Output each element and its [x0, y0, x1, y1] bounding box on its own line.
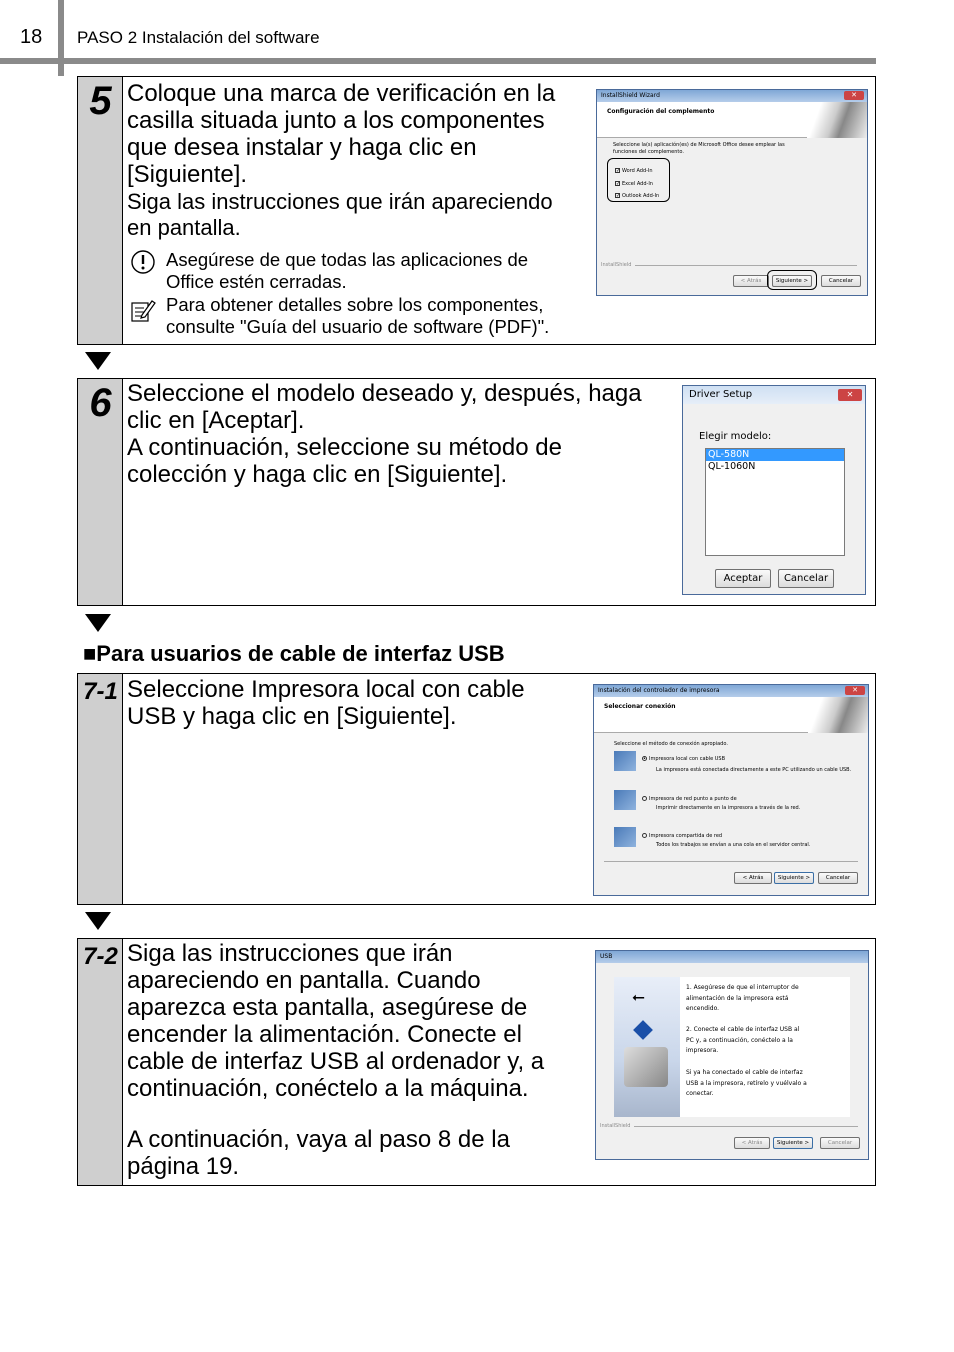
step-number: 6	[89, 381, 112, 425]
footer-divider	[634, 1126, 858, 1127]
dialog-titlebar	[594, 685, 868, 697]
header-face-graphic	[808, 697, 868, 733]
text-line: USB y haga clic en [Siguiente].	[127, 703, 457, 730]
footer-divider	[635, 265, 857, 266]
text-line: consulte "Guía del usuario de software (PDF)".	[166, 316, 550, 337]
text-line: conectar.	[686, 1090, 714, 1097]
connection-dialog-screenshot	[593, 684, 869, 896]
list-item: QL-580N	[706, 449, 844, 461]
step-number-column	[78, 77, 123, 344]
dialog-title: USB	[600, 953, 613, 960]
checkbox-checked-icon: ✓	[616, 193, 621, 199]
down-arrow-icon	[85, 614, 111, 632]
text-line: A continuación, seleccione su método de	[127, 434, 562, 461]
close-icon: ✕	[845, 686, 865, 695]
option-label: Word Add-In	[622, 168, 653, 174]
option-label: Impresora de red punto a punto de	[649, 796, 737, 802]
option-description: Todos los trabajos se envían a una cola en el servidor central.	[656, 842, 811, 848]
radio-selected-icon: •	[643, 756, 646, 762]
radio-icon	[642, 796, 647, 801]
list-item: QL-1060N	[708, 461, 756, 472]
next-button: Siguiente >	[774, 872, 814, 884]
text-line: casilla situada junto a los componentes	[127, 107, 545, 134]
header-vertical-bar	[58, 0, 64, 76]
option-label: Excel Add-In	[622, 180, 653, 187]
option-description: La impresora está conectada directamente a este PC utilizando un cable USB.	[656, 767, 852, 773]
usb-section-heading: ■Para usuarios de cable de interfaz USB	[83, 641, 505, 666]
text-line: cable de interfaz USB al ordenador y, a	[127, 1048, 545, 1075]
dialog-header-title: Seleccionar conexión	[604, 703, 676, 710]
text-line: Siga las instrucciones que irán	[127, 940, 453, 967]
text-line: Office estén cerradas.	[166, 271, 347, 292]
option-label: Impresora compartida de red	[649, 833, 723, 839]
dialog-description	[613, 142, 785, 156]
shared-printer-icon	[614, 827, 636, 847]
option-description: Imprimir directamente en la impresora a través de la red.	[656, 805, 801, 811]
dialog-title: Driver Setup	[689, 389, 753, 400]
model-list	[705, 448, 845, 556]
option-shared	[642, 833, 722, 840]
usb-plug-icon	[624, 1047, 668, 1087]
network-printer-icon	[614, 790, 636, 810]
text-line: funciones del complemento.	[613, 149, 684, 155]
header-horizontal-bar	[0, 58, 876, 64]
ok-button: Aceptar	[715, 569, 771, 588]
next-button: Siguiente >	[772, 275, 812, 287]
step-5-instructions	[127, 80, 555, 188]
step-number: 7-1	[83, 678, 118, 705]
memo-note	[166, 294, 549, 338]
installshield-dialog-screenshot	[596, 89, 868, 296]
text-line: USB a la impresora, retírelo y vuélvalo a	[686, 1079, 807, 1087]
driver-setup-dialog-screenshot	[682, 385, 866, 595]
step-6-box	[77, 378, 876, 606]
step-7-1-instructions	[127, 676, 525, 730]
step-7-2-instructions	[127, 940, 544, 1102]
step-5-box	[77, 76, 876, 345]
text-line: alimentación de la impresora está	[686, 994, 789, 1002]
text-line: Seleccione Impresora local con cable	[127, 676, 525, 703]
text-line: Si ya ha conectado el cable de interfaz	[686, 1069, 803, 1076]
arrow-icon	[633, 1020, 653, 1040]
text-line: PC y, a continuación, conéctelo a la	[686, 1036, 793, 1044]
memo-pencil-icon	[130, 297, 156, 323]
text-line: [Siguiente].	[127, 161, 248, 188]
back-button: < Atrás	[734, 1137, 770, 1149]
option-label: Impresora local con cable USB	[649, 756, 726, 762]
highlight-circle	[607, 158, 670, 202]
text-line: impresora.	[686, 1047, 719, 1054]
text-line: que desea instalar y haga clic en	[127, 134, 477, 161]
step-7-2-box	[77, 938, 876, 1186]
highlight-circle	[767, 270, 817, 290]
radio-icon	[642, 833, 647, 838]
back-button: < Atrás	[733, 275, 769, 287]
dialog-titlebar	[597, 90, 867, 102]
text-line: Seleccione el modelo deseado y, después, haga	[127, 380, 642, 407]
step-number-column	[78, 674, 123, 904]
instruction-2	[686, 1025, 799, 1057]
back-button: < Atrás	[734, 872, 772, 884]
step-7-1-box	[77, 673, 876, 905]
text-line: en pantalla.	[127, 215, 241, 240]
dialog-header-title: Configuración del complemento	[607, 108, 715, 115]
step-number: 7-2	[83, 943, 118, 970]
usb-symbol-icon: ⭠	[632, 987, 645, 1006]
cancel-button: Cancelar	[778, 569, 834, 588]
option-usb	[642, 756, 725, 763]
text-line: Asegúrese de que todas las aplicaciones de	[166, 249, 529, 270]
text-line: continuación, conéctelo a la máquina.	[127, 1075, 529, 1102]
text-line: clic en [Aceptar].	[127, 407, 305, 434]
text-line: Coloque una marca de verificación en la	[127, 80, 556, 107]
instruction-3	[686, 1068, 807, 1100]
cancel-button: Cancelar	[821, 275, 861, 287]
usb-plug-icon	[614, 751, 636, 771]
text-line: Siga las instrucciones que irán apareciendo	[127, 189, 553, 214]
text-line: aparezca esta pantalla, asegúrese de	[127, 994, 528, 1021]
page-number: 18	[20, 26, 43, 48]
dialog-title: InstallShield Wizard	[601, 92, 660, 99]
model-label: Elegir modelo:	[699, 431, 772, 442]
text-line: colección y haga clic en [Siguiente].	[127, 461, 508, 488]
option-network	[642, 796, 737, 803]
installshield-footer-label: InstallShield	[601, 262, 632, 268]
text-line: encendido.	[686, 1005, 720, 1012]
step-number: 5	[89, 79, 112, 123]
usb-connection-illustration	[614, 977, 680, 1117]
dialog-prompt: Seleccione el método de conexión apropiado.	[614, 741, 728, 747]
cancel-button: Cancelar	[820, 1137, 860, 1149]
checkbox-checked-icon: ✓	[616, 168, 621, 174]
header-title: PASO 2 Instalación del software	[77, 28, 320, 47]
dialog-header	[597, 102, 867, 138]
text-line: apareciendo en pantalla. Cuando	[127, 967, 481, 994]
usb-dialog-screenshot	[595, 950, 869, 1160]
text-line: Para obtener detalles sobre los componentes,	[166, 294, 544, 315]
dialog-titlebar	[596, 951, 868, 963]
caution-icon	[130, 249, 156, 275]
step-number-column	[78, 939, 123, 1185]
next-button: Siguiente >	[773, 1137, 813, 1149]
instructions-panel	[680, 977, 850, 1117]
step-5-subtext	[127, 189, 553, 241]
text-line: página 19.	[127, 1153, 240, 1180]
instruction-1	[686, 983, 799, 1015]
caution-note	[166, 249, 528, 293]
option-label: Outlook Add-In	[622, 193, 660, 199]
installshield-footer-label: InstallShield	[600, 1123, 631, 1129]
footer-divider	[604, 861, 858, 862]
step-number-column	[78, 379, 123, 605]
step-7-2-next-step	[127, 1126, 510, 1180]
step-6-instructions	[127, 380, 642, 488]
dialog-header	[594, 697, 868, 733]
dialog-title: Instalación del controlador de impresora	[598, 687, 720, 694]
text-line: Seleccione la(s) aplicación(es) de Microsoft Office desee emplear las	[613, 142, 785, 148]
cancel-button: Cancelar	[818, 872, 858, 884]
down-arrow-icon	[85, 912, 111, 930]
down-arrow-icon	[85, 352, 111, 370]
text-line: A continuación, vaya al paso 8 de la	[127, 1126, 510, 1153]
dialog-titlebar	[683, 386, 865, 404]
text-line: encender la alimentación. Conecte el	[127, 1021, 522, 1048]
text-line: 1. Asegúrese de que el interruptor de	[686, 984, 799, 991]
checkbox-checked-icon: ✓	[616, 180, 621, 187]
text-line: 2. Conecte el cable de interfaz USB al	[686, 1026, 800, 1033]
close-icon: ✕	[838, 389, 862, 401]
close-icon: ✕	[844, 91, 864, 100]
header-face-graphic	[807, 102, 867, 138]
